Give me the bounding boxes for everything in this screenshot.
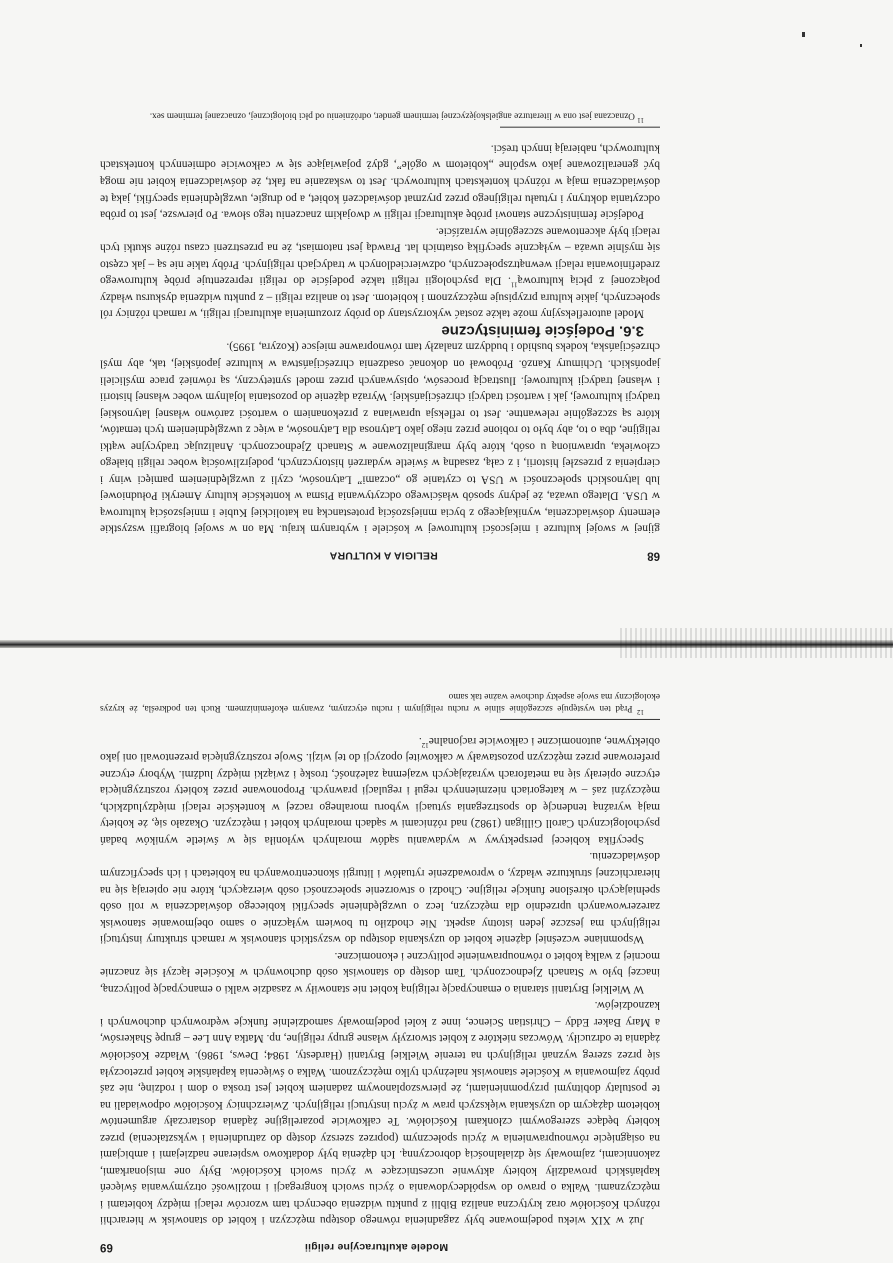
scan-speck (860, 44, 862, 47)
paragraph (100, 732, 660, 848)
page-number: 68 (647, 549, 660, 562)
footnote-text: Oznaczana jest ona w literaturze angielskojęzycznej terminem gender, odróżnieniu od płci biologicznej, oznaczanej terminem sex. (149, 111, 635, 121)
paragraph (100, 223, 660, 322)
paragraph-text: . Dla psychologii religii także podejście do religii reprezentuje próbę kulturowego zredefiniowania relacji wewnątrzspołecznych, odzwierciedlonych w tradycjach religijnych. Próby takie nie są – jak często się myślnie uważa – wyłącznie specyfiką ostatnich lat. Prawdą jest natomiast, że na przestrzeni czasu różne skutki tych relacji były akcentowane szczególnie wyrazíście. (100, 225, 660, 287)
page-number: 69 (100, 1240, 113, 1253)
footnote-text: Prąd ten występuje szczególnie silnie w ruchu religijnym i ruchu etycznym, zwanym ekofeminizmem. Ruch ten podkreśla, że kryzys ekologiczny ma swoje aspekty duchowe ważne tak samo (99, 691, 660, 713)
scan-speck (802, 32, 805, 37)
section-heading: 3.6. Podejście feministyczne (441, 322, 644, 340)
running-head (100, 1238, 660, 1255)
paragraph-text: Model autorefleksyjny może także zostać wykorzystany do próby zrozumienia akulturacji religii, w ramach różnicy ról społecznych, jakie kultura przypisuje mężczyznom i kobietom. Jest to analiza religii – z punktu widzenia dyskursu władzy połączonej z płcią kulturową (100, 274, 660, 321)
paragraph: gijnej w swojej kulturze i miejscości kulturowej w kościele i wybranym kraju. Ma on w swojej biografii wszystkie elementy doświadczenia, wynikającego z bycia mniejszością protestancką na katolickiej Kubie i mniejszością kulturową w USA. Dlatego uważa, że jedyny sposób właściwego odczytywania Pisma w kontekście kultury Ameryki Południowej lub latynoskich społeczności w USA to czytanie go „oczami” Latynosów, czyli z uwzględnieniem pamięci winy i cierpienia z przeszłej historii, i z całą, zasadną w świetle wydarzeń historycznych, podejrzliwością wobec religii białego człowieka, uprawnioną u osób, które były marginalizowane w Stanach Zjednoczonych. Analizując tradycyjne wątki religijne, dba o to, aby było to robione przez niego jako Latynosa dla Latynosów, a więc z uwzględnieniem tych tematów, które są szczególnie relewantne. Jest to refleksja uprawiana z przekonaniem o wartości zarówno własnej latynoskiej tradycji kulturowej, jak i wartości tradycji chrześcijańskiej. Wyraża dążenie do pozostania lojalnym wobec własnej historii i własnej tradycji kulturowej. Ilustracją procesów, opisywanych przez model syntetyczny, są również prace myślicieli japońskich. Uchimury Kanzō. Próbował on dokonać osadzenia chrześcijaństwa w kulturze japońskiej, tak, aby myśl chrześcijańska, kodeks bushido i buddyzm znalazły tam równoprawne miejsce (Kozyra, 1995). (100, 341, 660, 536)
paragraph: Już w XIX wieku podejmowane były zagadnienia równego dostępu mężczyzn i kobiet do stanowisk w hierarchii różnych Kościołów oraz krytyczna analiza Biblii z punktu widzenia obecnych tam wzorców relacji między kobietami i mężczyznami. Walka o prawo do współdecydowania o życiu swoich kongregacji i możliwość otrzymywania święceń kapłańskich prowadziły kobiety aktywnie uczestniczące w życiu swoich Kościołów. Były one misjonarkami, zakonnicami, zajmowały się działalnością dobroczynną. Ich dążenia były dodatkowo wspierane nadziejami i ambicjami na osiągnięcie równouprawnienia w życiu społecznym (poprzez szerszy dostęp do zatrudnienia i wykształcenia) przez kobiety będące szeregowymi członkami Kościołów. Te całkowicie pozareligijne żądania dostarczały argumentów kobietom dążącym do uzyskania większych praw w życiu instytucji religijnych. Zwierzchnicy Kościołów odpowiadali na te postulaty dobitnymi przypomnieniami, że pierwszoplanowym zadaniem kobiet jest troska o dom i rodzinę, nie zaś próby zajmowania w Kościele stanowisk należnych tylko mężczyznom. Walka o święcenia kapłańskie kobiet przetoczyła się przez szereg wyznań religijnych na terenie Wielkiej Brytanii (Hardesty, 1984; Dews, 1986). Władze Kościołów żądania te odrzuciły. Wówczas niektóre z kobiet stworzyły własne grupy religijne, np. Matka Ann Lee – grupę Shakersów, a Mary Baker Eddy – Christian Science, inne z kolei podejmowały samodzielnie funkcje wędrownych duchownych i kaznodziejów. (100, 999, 660, 1227)
footnote (99, 690, 660, 717)
paragraph: Podejście feministyczne stanowi próbę akulturacji religii w dwojakim znaczeniu tego słowa. Po pierwsze, jest to próba odczytania doktryny i rytuału religijnego przez pryzmat doświadczeń kobiet, a po drugie, uwzględnienia specyfiki, jaką te doświadczenia mają w różnych kontekstach kulturowych. Jest to wskazanie na fakt, że doświadczenia kobiet nie mogą być generalizowane jako wspólne „kobietom w ogóle”, gdyż pojawiające się w całkowicie odmiennych kontekstach kulturowych, nabierają innych treści. (100, 142, 660, 221)
footnote-rule (500, 127, 660, 128)
gutter-scan-noise (620, 628, 893, 658)
footnote-number: 11 (637, 116, 644, 125)
page-69 (100, 690, 660, 1255)
paragraph: Wspomniane wcześniej dążenie kobiet do uzyskania dostępu do wszystkich stanowisk w ramach struktury instytucji religijnych ma jeszcze jeden istotny aspekt. Nie chodziło tu bowiem wyłącznie o samo obejmowanie stanowisk zarezerwowanych uprzednio dla mężczyzn, lecz o uwzględnienie specyfiki kobiecego doświadczenia w roli osób spełniających określone funkcje religijne. Chodzi o stworzenie społeczności osób wierzących, które nie opierają się na hierarchicznej strukturze władzy, o wprowadzenie rytuałów i liturgii skoncentrowanych na kobietach i ich specyficznym doświadczeniu. (100, 850, 660, 946)
footnote-ref: 12 (421, 740, 429, 749)
paragraph-text: Specyfika kobiecej perspektywy w wydawaniu sądów moralnych wyłoniła się w świetle wyników badań psychologicznych Caroll Gilligan (1982) nad różnicami w sądach moralnych kobiet i mężczyzn. Okazało się, że kobiety mają wyraźną tendencję do spostrzegania sytuacji wyboru moralnego raczej w kontekście relacji międzyludzkich, mężczyźni zaś – w kategoriach niezmiennych reguł i regulacji prawnych. Proponowane przez kobiety rozstrzygnięcia etyczne opierały się na metaforach wyrażających wzajemną zależność, troskę i związki między ludźmi. Wybory etyczne preferowane przez mężczyzn pozostawały w całkowitej opozycji do tej wizji. Swoje rozstrzygnięcia prezentowali oni jako obiektywne, autonomiczne i całkowicie racjonalne (100, 734, 660, 846)
footnote-rule (500, 719, 660, 720)
running-head (100, 547, 660, 564)
paragraph: W Wielkiej Brytanii starania o emancypację religijną kobiet nie stanowiły w zasadzie walki o emancypację polityczną, inaczej było w Stanach Zjednoczonych. Tam dostęp do stanowisk osób duchownych w Kościele łączył się znacznie mocniej z walką kobiet o równouprawnienie polityczne i ekonomiczne. (100, 949, 660, 995)
footnote (100, 110, 660, 125)
page-68 (100, 110, 660, 564)
paragraph-text: . (418, 734, 422, 747)
footnote-number: 12 (637, 708, 644, 717)
running-head-title: Modele akulturacyjne religii (304, 1240, 449, 1253)
footnote-ref: 11 (510, 280, 518, 289)
running-head-title: RELIGIA A KULTURA (329, 549, 438, 562)
